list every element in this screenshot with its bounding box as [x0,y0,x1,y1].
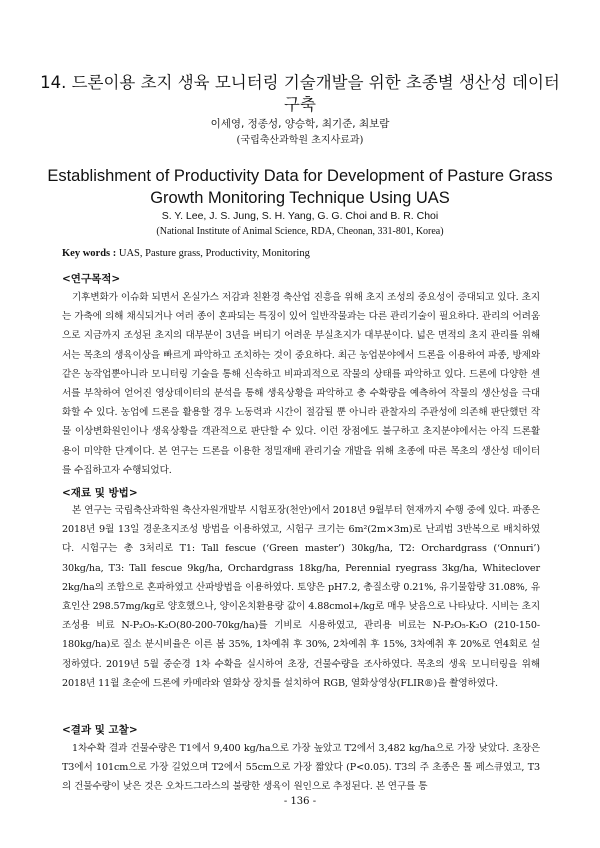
keywords-text: UAS, Pasture grass, Productivity, Monitoring [116,248,310,259]
results-heading: <결과 및 고찰> [62,724,138,736]
purpose-text: 기후변화가 이슈화 되면서 온실가스 저감과 친환경 축산업 진흥을 위해 초지 조성의 중요성이 증대되고 있다. 초지는 가축에 의해 채식되거나 여러 종이 혼파되는 특징이 있어 일반작물과는 다른 관리기술이 필요하다. 관리의 어려움으로 지금까지 조성된 초지의 대부분이 3년을 버티기 어려운 부실초지가 대부분이다. 넓은 면적의 초지 관리를 위해서는 목초의 생육이상을 빠르게 파악하고 조치하는 것이 중요하다. 최근 농업분야에서 드론을 이용하여 파종, 방제와 같은 농작업뿐아니라 모니터링 기술을 통해 신속하고 비파괴적으로 작물의 상태를 파악하고 있다. 드론에 다양한 센서를 부착하여 얻어진 영상데이터의 분석을 통해 생육상황을 파악하고 총 수확량을 예측하여 작물의 생산성을 극대화할 수 있다. 농업에 드론을 활용할 경우 노동력과 시간이 절감될 뿐 아니라 관찰자의 주관성에 의존해 판단했던 작물 이상변화원인이나 생육상황을 객관적으로 판단할 수 있다. 이런 장점에도 불구하고 초지분야에서는 아직 드론활용이 미약한 단계이다. 본 연구는 드론을 이용한 정밀재배 관리기술 개발을 위해 초종에 따른 목초의 생산성 데이터를 수집하고자 수행되었다. [62,292,540,476]
keywords-line [62,247,552,261]
purpose-paragraph [62,288,540,480]
methods-paragraph [62,501,540,693]
keywords-label: Key words : [62,248,117,259]
results-paragraph [62,739,540,797]
english-affiliation: (National Institute of Animal Science, RDA, Cheonan, 331-801, Korea) [156,226,444,237]
page-number: - 136 - [283,796,317,807]
english-title: Establishment of Productivity Data for Development of Pasture Grass Growth Monitoring Technique Using UAS [47,167,553,207]
english-authors: S. Y. Lee, J. S. Jung, S. H. Yang, G. G. Choi and B. R. Choi [161,210,439,222]
methods-text: 본 연구는 국립축산과학원 축산자원개발부 시험포장(천안)에서 2018년 9월부터 현재까지 수행 중에 있다. 파종은 2018년 9월 13일 경운초지조성 방법을 이용하였고, 시험구 크기는 6m²(2m×3m)로 난괴법 3반복으로 배치하였다. 시험구는 총 3처리로 T1: Tall fescue (‘Green master’) 30kg/ha, T2: Orchardgrass (‘Onnuri’) 30kg/ha, T3: Tall fescue 9kg/ha, Orchardgrass 18kg/ha, Perennial ryegrass 3kg/ha, Whiteclover 2kg/ha의 조합으로 혼파하였고 산파방법을 이용하였다. 토양은 pH7.2, 총질소량 0.21%, 유기물함량 31.08%, 유효인산 298.57mg/kg로 양호했으나, 양이온치환용량 값이 4.88cmol+/kg로 매우 낮음으로 나타났다. 시비는 초지 조성용 비료 N-P₂O₅-K₂O(80-200-70kg/ha)를 기비로 시용하였고, 관리용 비료는 N-P₂O₅-K₂O (210-150-180kg/ha)로 질소 분시비율은 이른 봄 35%, 1차예취 후 30%, 2차예취 후 15%, 3차예취 후 20%로 연4회로 설정하였다. 2019년 5월 중순경 1차 수확을 실시하여 초장, 건물수량을 조사하였다. 목초의 생육 모니터링을 위해 2018년 11월 초순에 드론에 카메라와 열화상 장치를 설치하여 RGB, 열화상영상(FLIR®)을 촬영하였다. [62,505,540,689]
results-text: 1차수확 결과 건물수량은 T1에서 9,400 kg/ha으로 가장 높았고 T2에서 3,482 kg/ha으로 가장 낮았다. 초장은 T3에서 101cm으로 가장 길었으며 T2에서 55cm으로 가장 짧았다 (P<0.05). T3의 주 초종은 톨 페스큐였고, T3의 건물수량이 낮은 것은 오차드그라스의 불량한 생육이 원인으로 추정된다. 본 연구를 통 [62,743,540,793]
korean-title: 14. 드론이용 초지 생육 모니터링 기술개발을 위한 초종별 생산성 데이터 구축 [40,73,560,114]
methods-heading: <재료 및 방법> [62,487,138,499]
purpose-heading: <연구목적> [62,273,121,285]
korean-affiliation: (국립축산과학원 초지사료과) [236,135,364,146]
korean-authors: 이세영, 정종성, 양승학, 최기준, 최보람 [210,118,390,130]
